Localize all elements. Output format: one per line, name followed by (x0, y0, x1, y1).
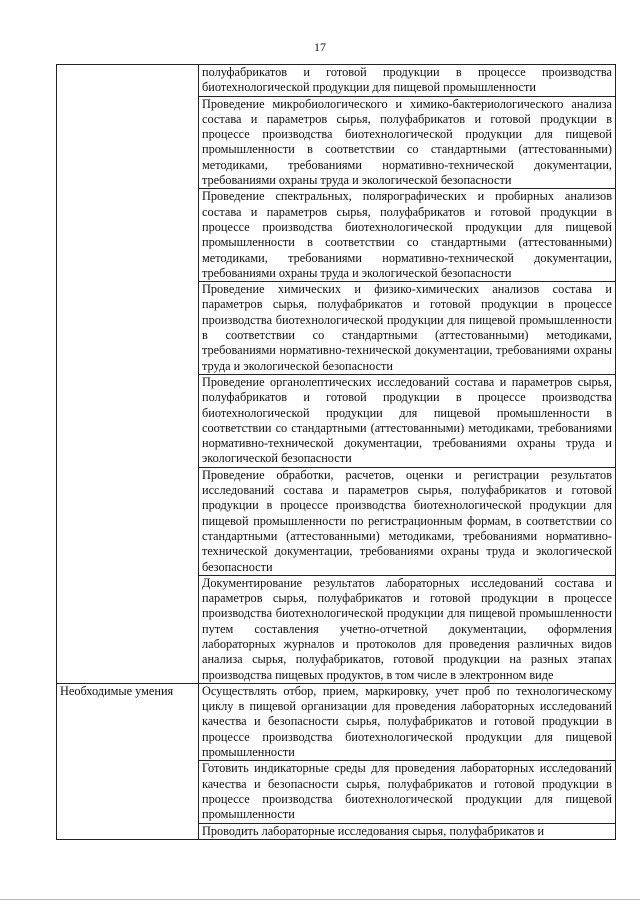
labor-action-item: Проведение микробиологического и химико-бактериологического анализа состава и параметров сырья, полуфабрикатов и готовой продукции в процессе производства биотехнологической продукции для пищевой промышленности в соответствии со стандартными (аттестованными) методиками, требованиями нормативно-технической документации, требованиями охраны труда и экологической безопасности (199, 96, 616, 189)
skill-item: Проводить лабораторные исследования сырья, полуфабрикатов и (199, 823, 616, 839)
table-row (57, 683, 616, 760)
labor-action-item: Документирование результатов лабораторных исследований состава и параметров сырья, полуфабрикатов и готовой продукции в процессе производства биотехнологической продукции для пищевой промышленности путем составления учетно-отчетной документации, оформления лабораторных журналов и протоколов для проведения различных видов анализа сырья, полуфабрикатов, готовой продукции на разных этапах производства пищевых продуктов, в том числе в электронном виде (199, 575, 616, 683)
scan-edge-line (0, 899, 640, 900)
labor-action-item: Проведение органолептических исследований состава и параметров сырья, полуфабрикатов и готовой продукции в процессе производства биотехнологической продукции для пищевой промышленности в соответствии со стандартными (аттестованными) методиками, требованиями нормативно-технической документации, требованиями охраны труда и экологической безопасности (199, 374, 616, 467)
page-number: 17 (314, 40, 326, 54)
labor-action-item: Проведение химических и физико-химических анализов состава и параметров сырья, полуфабрикатов и готовой продукции в процессе производства биотехнологической продукции для пищевой промышленности в соответствии со стандартными (аттестованными) методиками, требованиями нормативно-технической документации, требованиями охраны труда и экологической безопасности (199, 282, 616, 375)
qualification-table (56, 64, 616, 840)
row-label-cell (57, 65, 199, 684)
labor-action-item: полуфабрикатов и готовой продукции в процессе производства биотехнологической продукции для пищевой промышленности (199, 65, 616, 97)
table-row (57, 65, 616, 97)
labor-action-item: Проведение спектральных, полярографических и пробирных анализов состава и параметров сырья, полуфабрикатов и готовой продукции в процессе производства биотехнологической продукции для пищевой промышленности в соответствии со стандартными (аттестованными) методиками, требованиями нормативно-технической документации, требованиями охраны труда и экологической безопасности (199, 189, 616, 282)
row-label-required-skills: Необходимые умения (57, 683, 199, 839)
skill-item: Осуществлять отбор, прием, маркировку, учет проб по технологическому циклу в пищевой организации для проведения лабораторных исследований качества и безопасности сырья, полуфабрикатов и готовой продукции в процессе производства биотехнологической продукции для пищевой промышленности (199, 683, 616, 760)
labor-action-item: Проведение обработки, расчетов, оценки и регистрации результатов исследований состава и параметров сырья, полуфабрикатов и готовой продукции в процессе производства биотехнологической продукции для пищевой промышленности по регистрационным формам, в соответствии со стандартными (аттестованными) методиками, требованиями нормативно-технической документации, требованиями охраны труда и экологической безопасности (199, 467, 616, 575)
skill-item: Готовить индикаторные среды для проведения лабораторных исследований качества и безопасности сырья, полуфабрикатов и готовой продукции в процессе производства биотехнологической продукции для пищевой промышленности (199, 761, 616, 823)
